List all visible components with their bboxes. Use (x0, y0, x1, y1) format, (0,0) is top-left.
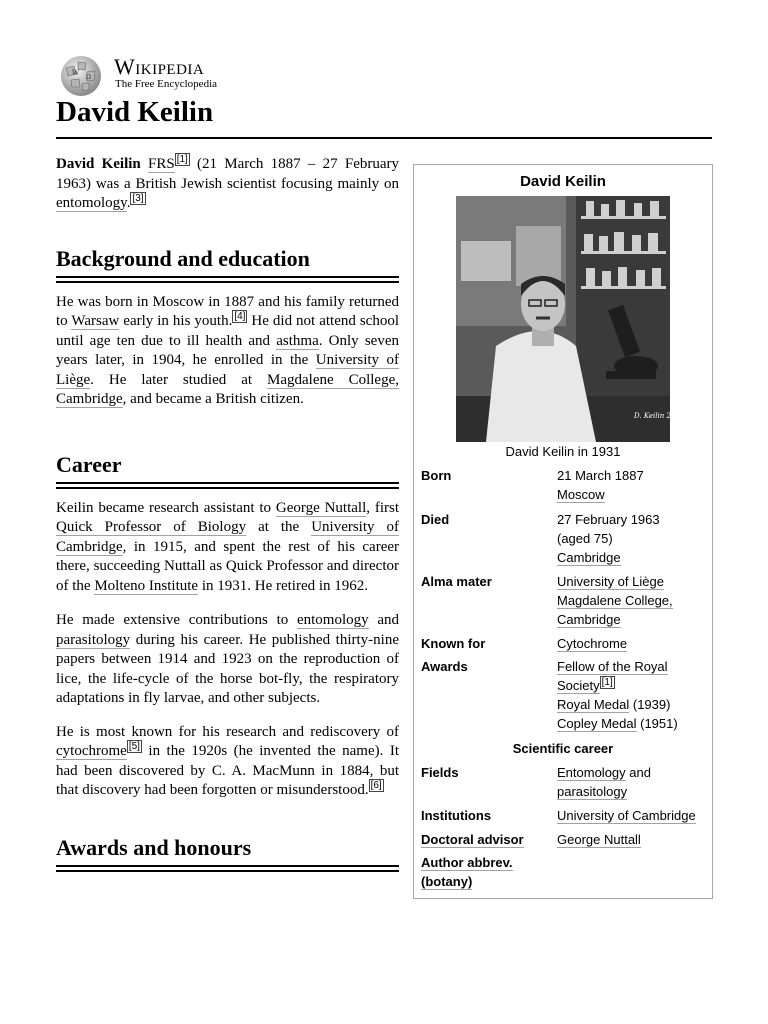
citation-3[interactable]: [3] (132, 193, 144, 204)
svg-text:W: W (72, 69, 80, 77)
text: . Only seven years later, in 1904, he enrolled in the (56, 332, 399, 368)
heading-awards: Awards and honours (56, 834, 252, 860)
link-quick-professor[interactable]: Quick Professor of Biology (56, 519, 247, 535)
link-university-of-liege[interactable]: University of Liège (56, 352, 400, 388)
text: He did not attend school until age ten due to ill health and (56, 313, 399, 349)
career-paragraph-2 (56, 611, 399, 709)
link-university-of-cambridge[interactable]: University of Cambridge (56, 519, 399, 555)
link-magdalene-college[interactable]: Magdalene College, Cambridge (56, 371, 399, 407)
link-george-nuttall[interactable]: George Nuttall (275, 499, 367, 516)
text: Keilin became research assistant to (56, 499, 276, 516)
link-copley-medal[interactable]: Copley Medal (557, 716, 637, 731)
text: early in his youth. (119, 313, 233, 329)
link-royal-medal[interactable]: Royal Medal (557, 697, 630, 712)
text: . He later studied at (90, 371, 267, 388)
link-george-nuttall[interactable]: George Nuttall (557, 832, 641, 847)
citation-1[interactable]: [1] (176, 154, 188, 165)
infobox (413, 164, 713, 899)
intro-paragraph (56, 155, 399, 214)
label-institutions: Institutions (421, 808, 492, 823)
link-fellow-royal-society[interactable]: Fellow of the Royal Society (557, 659, 668, 693)
died-date: 27 February 1963 (557, 512, 660, 527)
label-alma-mater: Alma mater (421, 574, 492, 589)
wikipedia-wordmark: Wikipedia (114, 54, 205, 79)
value-died (557, 510, 707, 567)
value-alma-mater (557, 572, 707, 629)
link-warsaw[interactable]: Warsaw (71, 313, 120, 329)
heading-rule (56, 865, 399, 872)
link-asthma[interactable]: asthma (276, 332, 319, 349)
heading-career: Career (56, 451, 122, 477)
born-date: 21 March 1887 (557, 468, 644, 483)
copley-medal-year: (1951) (636, 716, 678, 731)
citation-4[interactable]: [4] (234, 311, 246, 322)
link-cambridge[interactable]: Cambridge (557, 550, 621, 565)
value-born (557, 466, 707, 504)
text: at the (246, 519, 312, 535)
title-divider (56, 137, 712, 139)
portrait-illustration (456, 196, 696, 442)
link-author-abbrev[interactable]: Author abbrev. (botany) (421, 855, 513, 889)
text: He made extensive contributions to (56, 612, 297, 628)
wikipedia-header[interactable] (56, 52, 356, 96)
text: during his career. He published thirty-nine papers between 1914 and 1923 on the reproduction of lice, the life-cycle of the horse bot-fly, the respiratory adaptations in fly larvae, and other subjects. (56, 631, 399, 706)
and-text: and (625, 765, 651, 780)
infobox-title: David Keilin (520, 173, 606, 190)
citation-5[interactable]: [5] (128, 741, 140, 752)
photo-caption: David Keilin in 1931 (505, 444, 621, 459)
text: He was born in Moscow in 1887 and his family returned to (56, 293, 399, 329)
link-entomology[interactable]: entomology (56, 195, 127, 211)
text: , in 1915, and spent the rest of his career there, succeeding Nuttall as Quick Professor and director of the (56, 538, 399, 594)
royal-medal-year: (1939) (629, 697, 671, 712)
text: in 1931. He retired in 1962. (198, 577, 369, 594)
link-parasitology[interactable]: parasitology (557, 784, 628, 799)
background-paragraph (56, 293, 399, 410)
svg-text:Ω: Ω (86, 74, 91, 81)
portrait-photo[interactable] (456, 196, 696, 442)
link-entomology[interactable]: Entomology (557, 765, 626, 780)
intro-text-end: . (126, 195, 131, 211)
text: and (368, 612, 399, 628)
link-doctoral-advisor[interactable]: Doctoral advisor (421, 832, 524, 847)
link-magdalene-college[interactable]: Magdalene College, Cambridge (557, 593, 673, 627)
citation-6[interactable]: [6] (370, 780, 382, 791)
label-died: Died (421, 512, 450, 527)
photo-signature: D. Keilin 27.8.31. (634, 412, 696, 420)
intro-subject-name: David Keilin (56, 156, 141, 172)
text: in the 1920s (he invented the name). It had been discovered by C. A. MacMunn in 1884, but that discovery had been forgotten or misunderstood. (56, 743, 399, 798)
link-university-of-cambridge[interactable]: University of Cambridge (557, 808, 696, 823)
died-age: (aged 75) (557, 531, 613, 546)
label-fields: Fields (421, 765, 459, 780)
label-born: Born (421, 468, 452, 483)
wikipedia-tagline: The Free Encyclopedia (115, 78, 218, 90)
text: , first (366, 499, 399, 516)
page-title: David Keilin (56, 96, 214, 128)
link-entomology[interactable]: entomology (296, 612, 369, 628)
intro-text: (21 March 1887 – 27 February 1963) was a British Jewish scientist focusing mainly on (56, 156, 399, 192)
text: He is most known for his research and rediscovery of (56, 723, 399, 740)
link-parasitology[interactable]: parasitology (56, 631, 131, 648)
career-paragraph-1 (56, 499, 399, 597)
link-frs[interactable]: FRS (147, 156, 175, 172)
label-known-for: Known for (421, 636, 486, 651)
link-molteno-institute[interactable]: Molteno Institute (94, 577, 199, 594)
career-paragraph-3 (56, 723, 399, 801)
label-awards: Awards (421, 659, 468, 674)
citation-1[interactable]: [1] (601, 676, 613, 688)
link-cytochrome[interactable]: cytochrome (56, 743, 127, 759)
article-body (56, 155, 399, 882)
heading-background: Background and education (56, 245, 310, 271)
scientific-career-header: Scientific career (512, 741, 614, 756)
link-moscow[interactable]: Moscow (557, 487, 605, 502)
link-university-of-liege[interactable]: University of Liège (557, 574, 664, 589)
value-awards (557, 657, 707, 733)
value-fields (557, 763, 707, 801)
wikipedia-globe-logo (56, 54, 106, 98)
heading-rule (56, 276, 399, 283)
text: , and became a British citizen. (122, 391, 304, 407)
heading-rule (56, 482, 399, 489)
link-cytochrome[interactable]: Cytochrome (557, 636, 628, 651)
